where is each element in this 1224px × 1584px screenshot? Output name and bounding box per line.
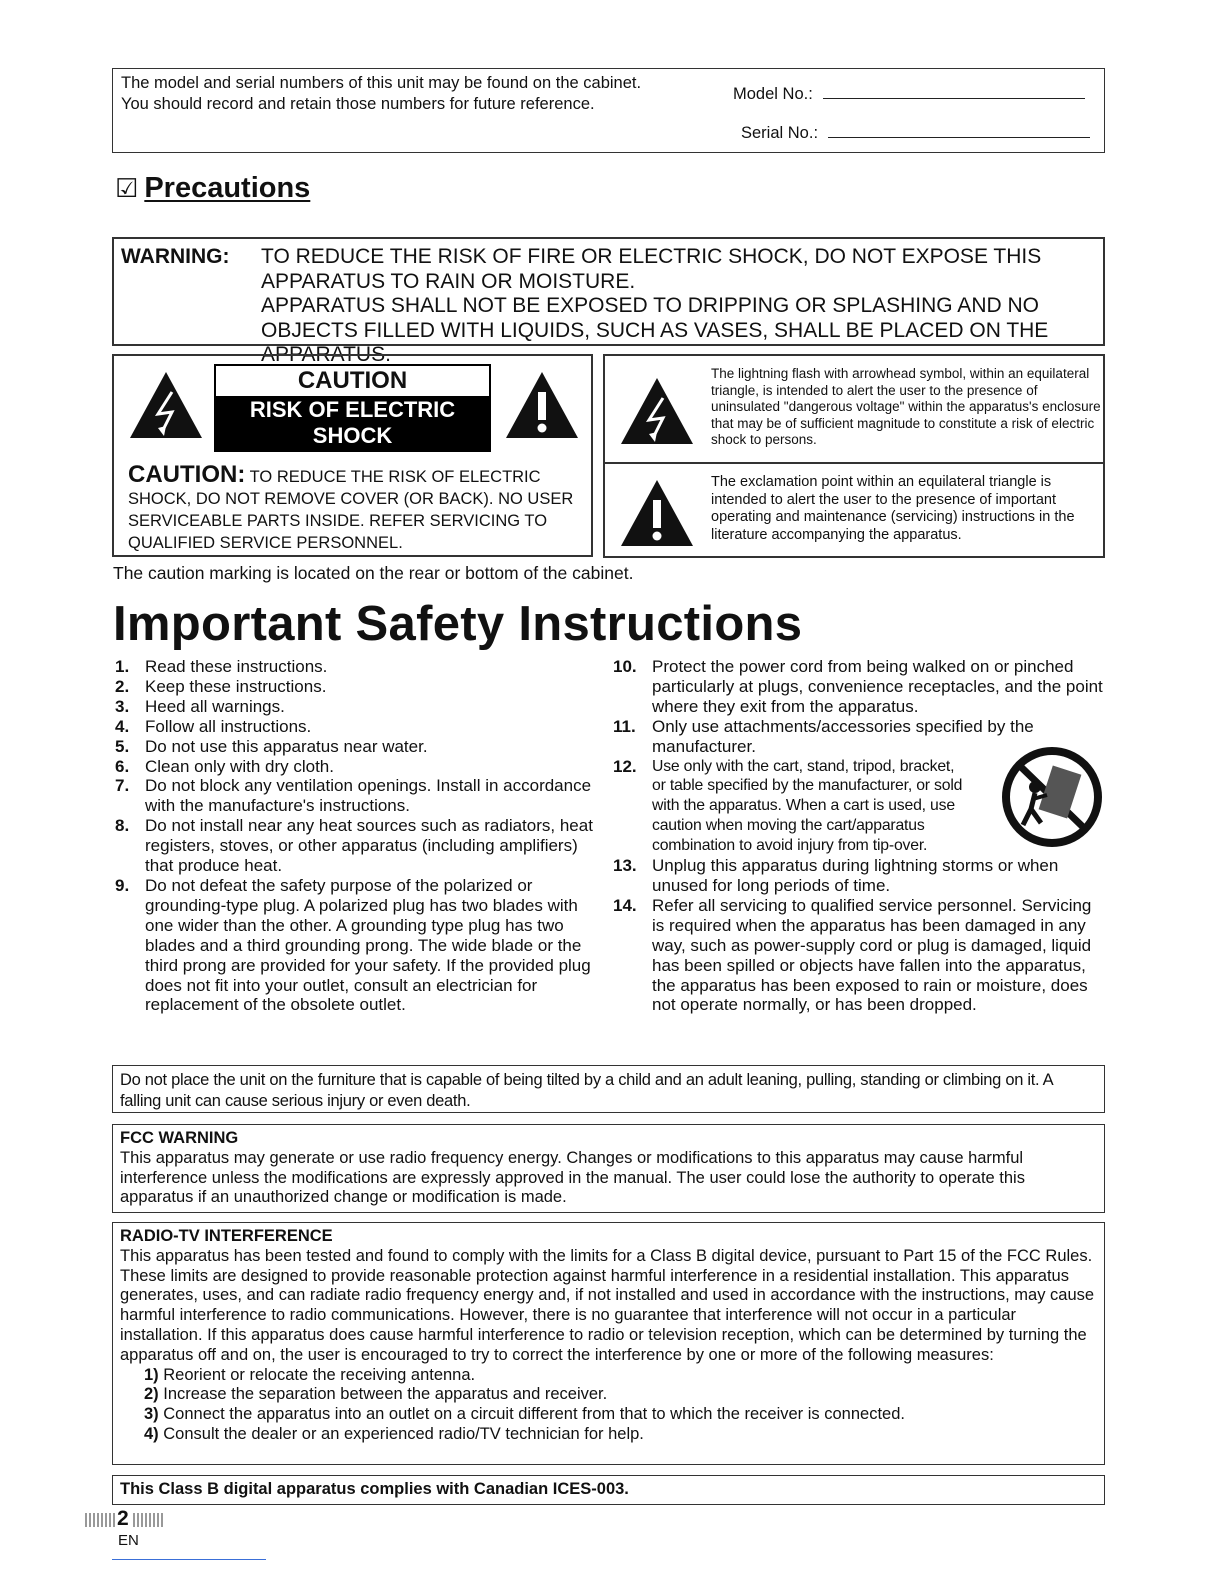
exclamation-symbol-text: The exclamation point within an equilateral triangle is intended to alert the user to the presence of important operating and maintenance (servicing) instructions in the literature accompanying the apparatus. xyxy=(711,474,1075,543)
tip-warning-text: Do not place the unit on the furniture that is capable of being tilted by a child and an adult leaning, pulling, standing or climbing on it. A falling unit can cause serious injury or even death. xyxy=(120,1071,1053,1110)
lightning-triangle-icon xyxy=(619,376,695,446)
list-item-text: Read these instructions. xyxy=(145,657,328,676)
list-item-number: 2. xyxy=(115,676,130,696)
list-item-text: Heed all warnings. xyxy=(145,696,285,716)
model-number-label: Model No.: xyxy=(733,85,813,103)
model-serial-box xyxy=(112,68,1105,153)
warning-line-2: APPARATUS SHALL NOT BE EXPOSED TO DRIPPING OR SPLASHING AND NO OBJECTS FILLED WITH LIQUIDS, SUCH AS VASES, SHALL BE PLACED ON THE APPARATUS. xyxy=(261,294,1049,366)
list-item-text: Protect the power cord from being walked on or pinched particularly at plugs, convenience receptacles, and the point where they exit from the apparatus. xyxy=(652,657,1103,716)
list-item-number: 1) xyxy=(144,1365,159,1384)
page-number xyxy=(85,1508,165,1530)
list-item xyxy=(115,717,595,737)
caution-label-title: CAUTION xyxy=(216,366,489,396)
model-number-blank-line xyxy=(823,84,1085,99)
list-item xyxy=(115,697,595,717)
list-item xyxy=(115,737,595,757)
radio-tv-interference-box xyxy=(112,1222,1105,1465)
exclamation-triangle-icon xyxy=(504,370,580,440)
model-note-line-1: The model and serial numbers of this unit may be found on the cabinet. xyxy=(121,74,642,92)
radio-tv-interference-text: This apparatus has been tested and found to comply with the limits for a Class B digital device, pursuant to Part 15 of the FCC Rules. These limits are designed to provide reasonable protection against harmful interference in a residential installation. This apparatus generates, uses, and can radiate radio frequency energy and, if not installed and used in accordance with the instructions, may cause harmful interference to radio communications. However, there is no guarantee that interference will not occur in a particular installation. If this apparatus does cause harmful interference to radio or television reception, which can be determined by turning the apparatus off and on, the user is encouraged to try to correct the interference by one or more of the following measures: xyxy=(120,1246,1095,1364)
list-item-text: Keep these instructions. xyxy=(145,676,327,696)
list-item-number: 8. xyxy=(115,816,130,836)
list-item-text: Clean only with dry cloth. xyxy=(145,756,334,776)
list-item-text: Do not block any ventilation openings. Install in accordance with the manufacture's instructions. xyxy=(145,776,592,816)
model-note-line-2: You should record and retain those numbers for future reference. xyxy=(121,95,595,113)
list-item xyxy=(115,816,595,876)
list-item-number: 10. xyxy=(613,657,637,676)
list-item-number: 3. xyxy=(115,696,130,716)
list-item xyxy=(613,896,1103,1015)
list-item-number: 3) xyxy=(144,1405,159,1424)
list-item xyxy=(120,1425,1100,1445)
list-item xyxy=(115,677,595,697)
tip-warning-box xyxy=(112,1065,1105,1113)
caution-label-line-1: RISK OF ELECTRIC SHOCK xyxy=(249,397,456,448)
exclamation-triangle-icon xyxy=(619,478,695,548)
lightning-symbol-box xyxy=(603,354,1105,464)
caution-box xyxy=(112,354,593,557)
model-number-field xyxy=(733,84,1085,104)
list-item-text: Connect the apparatus into an outlet on a circuit different from that to which the receiver is connected. xyxy=(163,1405,905,1424)
list-item-text: Unplug this apparatus during lightning storms or when unused for long periods of time. xyxy=(652,856,1059,895)
list-item xyxy=(115,776,595,816)
fcc-warning-box xyxy=(112,1124,1105,1213)
checkbox-icon: ☑ xyxy=(115,173,139,203)
model-serial-note xyxy=(121,73,731,115)
list-item-number: 6. xyxy=(115,756,130,776)
list-item-text: Use only with the cart, stand, tripod, bracket, or table specified by the manufacturer, or sold with the apparatus. When a cart is used, use caution when moving the cart/apparatus combination to avoid injury from tip-over. xyxy=(652,757,963,855)
ices-compliance-text: This Class B digital apparatus complies with Canadian ICES-003. xyxy=(120,1480,629,1498)
caution-body-lead: CAUTION: xyxy=(128,461,246,488)
list-item-number: 4. xyxy=(115,716,130,736)
list-item-number: 11. xyxy=(613,716,636,736)
fcc-warning-text: This apparatus may generate or use radio frequency energy. Changes or modifications to this apparatus may cause harmful interference unless the modifications are expressly approved in the manual. The user could lose the authority to operate this apparatus if an unauthorized change or modification is made. xyxy=(120,1148,1025,1207)
list-item-number: 2) xyxy=(144,1385,159,1404)
caution-label-warning xyxy=(216,396,489,474)
lightning-symbol-text: The lightning flash with arrowhead symbol, within an equilateral triangle, is intended to alert the user to the presence of uninsulated "dangerous voltage" within the apparatus's enclosure that may be of sufficient magnitude to constitute a risk of electric shock to persons. xyxy=(711,366,1101,447)
list-item-text: Increase the separation between the apparatus and receiver. xyxy=(163,1385,608,1404)
instructions-list-left xyxy=(115,657,595,1015)
list-item-number: 9. xyxy=(115,875,130,895)
warning-text xyxy=(261,245,1101,368)
precautions-heading xyxy=(115,172,310,205)
list-item-number: 12. xyxy=(613,756,637,776)
list-item-number: 4) xyxy=(144,1424,159,1443)
list-item xyxy=(613,657,1103,717)
list-item-text: Refer all servicing to qualified service personnel. Servicing is required when the apparatus has been damaged in any way, such as power-supply cord or plug is damaged, liquid has been spilled or objects have fallen into the apparatus, the apparatus has been exposed to rain or moisture, does not operate normally, or has been dropped. xyxy=(652,895,1092,1015)
serial-number-field xyxy=(741,123,1090,143)
list-item-number: 1. xyxy=(115,657,130,676)
warning-box xyxy=(112,237,1105,366)
serial-number-blank-line xyxy=(828,123,1090,138)
list-item-text: Do not use this apparatus near water. xyxy=(145,736,428,756)
fcc-warning-title: FCC WARNING xyxy=(120,1129,239,1147)
list-item-number: 5. xyxy=(115,736,130,756)
language-code: EN xyxy=(118,1532,139,1549)
list-item xyxy=(120,1385,1100,1405)
precautions-title: Precautions xyxy=(144,172,311,204)
warning-line-1: TO REDUCE THE RISK OF FIRE OR ELECTRIC SHOCK, DO NOT EXPOSE THIS APPARATUS TO RAIN OR MOISTURE. xyxy=(261,245,1042,293)
caution-body-text: TO REDUCE THE RISK OF ELECTRIC SHOCK, DO NOT REMOVE COVER (OR BACK). NO USER SERVICEABLE PARTS INSIDE. REFER SERVICING TO QUALIFIED SERVICE PERSONNEL. xyxy=(128,468,574,552)
list-item-number: 14. xyxy=(613,895,637,915)
list-item-text: Do not install near any heat sources such as radiators, heat registers, stoves, or other apparatus (including amplifiers) that produce heat. xyxy=(145,816,593,876)
exclamation-symbol-box xyxy=(603,462,1105,558)
caution-label xyxy=(214,364,491,474)
page-number-value: 2 xyxy=(117,1507,129,1530)
list-item xyxy=(120,1405,1100,1425)
list-item-text: Only use attachments/accessories specified by the manufacturer. xyxy=(652,716,1034,756)
list-item-number: 7. xyxy=(115,776,130,796)
list-item xyxy=(115,657,595,677)
main-title: Important Safety Instructions xyxy=(113,597,803,651)
serial-number-label: Serial No.: xyxy=(741,124,819,142)
lightning-triangle-icon xyxy=(128,370,204,440)
list-item-number: 13. xyxy=(613,856,637,876)
caution-marking-note: The caution marking is located on the rear or bottom of the cabinet. xyxy=(113,563,634,583)
list-item-text: Follow all instructions. xyxy=(145,716,312,736)
ices-compliance-box xyxy=(112,1475,1105,1505)
cart-tip-over-warning-icon xyxy=(1001,747,1103,847)
list-item xyxy=(115,757,595,777)
list-item xyxy=(115,876,595,1015)
list-item xyxy=(613,856,1103,896)
list-item-text: Do not defeat the safety purpose of the polarized or grounding-type plug. A polarized plug has two blades with one wider than the other. A grounding type plug has two blades and a third grounding prong. The wide blade or the third prong are provided for your safety. If the provided plug does not fit into your outlet, consult an electrician for replacement of the obsolete outlet. xyxy=(145,875,591,1015)
list-item-text: Reorient or relocate the receiving antenna. xyxy=(163,1365,476,1384)
footer-rule xyxy=(112,1559,266,1560)
radio-tv-interference-title: RADIO-TV INTERFERENCE xyxy=(120,1227,333,1245)
caution-label-line-2: DO NOT OPEN xyxy=(275,449,430,474)
list-item-text: Consult the dealer or an experienced radio/TV technician for help. xyxy=(163,1424,644,1443)
list-item xyxy=(120,1366,1100,1386)
warning-label: WARNING: xyxy=(121,245,230,268)
